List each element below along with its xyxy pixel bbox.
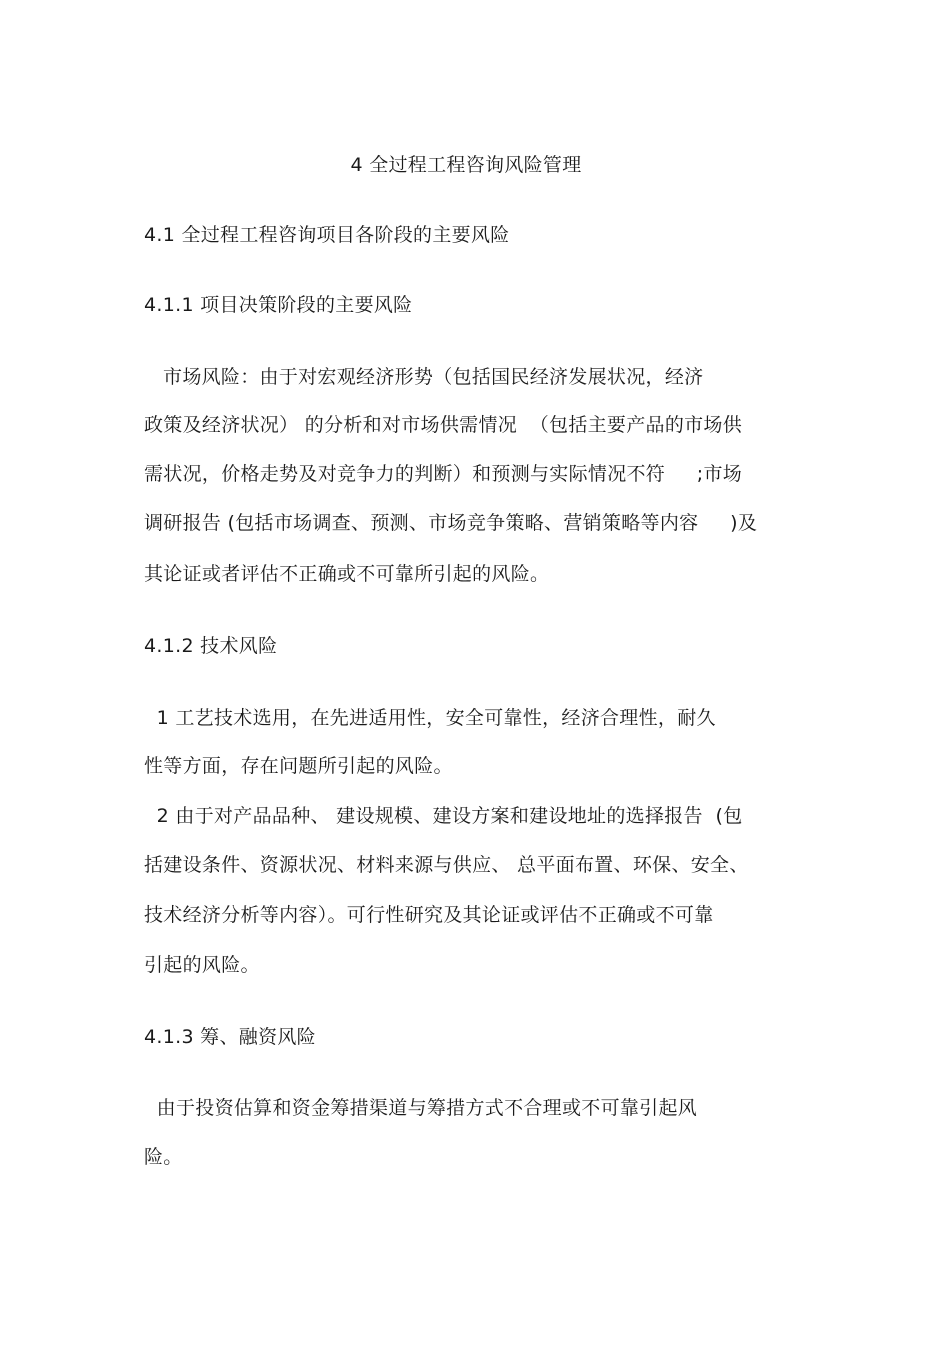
paragraph-line: 2 由于对产品品种、 建设规模、建设方案和建设地址的选择报告 (包	[144, 805, 743, 827]
paragraph-line: 调研报告 (包括市场调查、预测、市场竞争策略、营销策略等内容 )及	[144, 512, 758, 534]
paragraph-line: 性等方面，存在问题所引起的风险。	[144, 755, 453, 777]
paragraph-line: 市场风险：由于对宏观经济形势（包括国民经济发展状况，经济	[144, 366, 704, 388]
paragraph-line: 其论证或者评估不正确或不可靠所引起的风险。	[144, 563, 550, 585]
paragraph-line: 由于投资估算和资金筹措渠道与筹措方式不合理或不可靠引起风	[144, 1097, 698, 1119]
document-title: 4 全过程工程咨询风险管理	[350, 154, 582, 176]
paragraph-line: 1 工艺技术选用，在先进适用性，安全可靠性，经济合理性，耐久	[144, 707, 716, 729]
paragraph-line: 政策及经济状况） 的分析和对市场供需情况 （包括主要产品的市场供	[144, 414, 743, 436]
section-4-1-heading: 4.1 全过程工程咨询项目各阶段的主要风险	[144, 224, 510, 246]
section-4-1-2-heading: 4.1.2 技术风险	[144, 635, 278, 657]
paragraph-line: 引起的风险。	[144, 954, 260, 976]
paragraph-line: 险。	[144, 1146, 183, 1168]
paragraph-line: 技术经济分析等内容）。可行性研究及其论证或评估不正确或不可靠	[144, 904, 714, 926]
paragraph-line: 括建设条件、资源状况、材料来源与供应、 总平面布置、环保、安全、	[144, 854, 749, 876]
paragraph-line: 需状况，价格走势及对竞争力的判断）和预测与实际情况不符 ;市场	[144, 463, 743, 485]
section-4-1-3-heading: 4.1.3 筹、融资风险	[144, 1026, 316, 1048]
section-4-1-1-heading: 4.1.1 项目决策阶段的主要风险	[144, 294, 413, 316]
